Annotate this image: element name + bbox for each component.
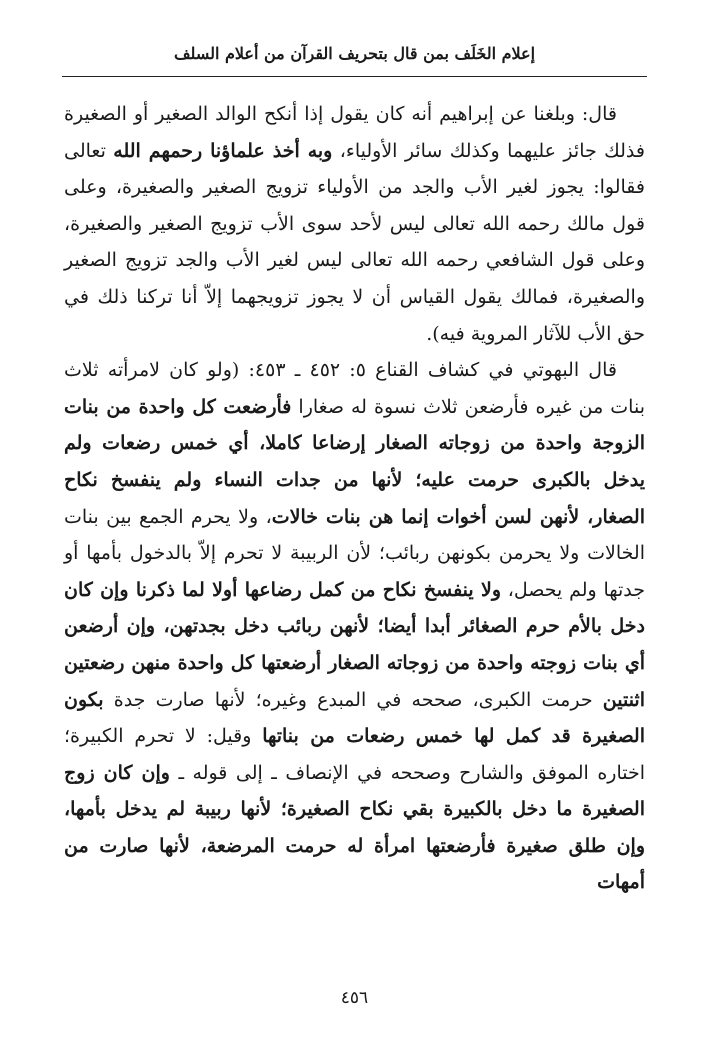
paragraph [64,96,645,352]
text-run: تعالى فقالوا: يجوز لغير الأب والجد من الأولياء تزويج الصغير والصغيرة، وعلى قول مالك رحمه الله تعالى ليس لأحد سوى الأب تزويج الصغير والصغيرة، وعلى قول الشافعي رحمه الله تعالى ليس لغير الأب والجد تزويج الصغير والصغيرة، فمالك يقول القياس أن لا يجوز تزويجهما إلاّ أنا تركنا ذلك في حق الأب للآثار المروية فيه). [64,139,645,345]
text-run: حرمت الكبرى، صححه في المبدع وغيره؛ لأنها صارت جدة [103,688,603,711]
bold-text-run: ولا ينفسخ نكاح من كمل رضاعها أولا لما ذكرنا وإن كان دخل بالأم حرم الصغائر أبدا أيضا؛ لأنهن ربائب دخل بجدتهن، وإن أرضعن أي بنات زوجته واحدة من زوجاته الصغار أرضعتها كل واحدة منهن رضعتين اثنتين [64,578,645,711]
bold-text-run: بكون الصغيرة قد كمل لها خمس رضعات من بناتها [64,688,645,748]
bold-text-run: وبه أخذ علماؤنا رحمهم الله [113,139,333,162]
body-text [64,96,645,901]
text-run: وقيل: لا تحرم الكبيرة؛ اختاره الموفق والشارح وصححه في الإنصاف ـ إلى قوله ـ [64,725,645,784]
bold-text-run: فأرضعت كل واحدة من بنات الزوجة واحدة من زوجاته الصغار إرضاعا كاملا، أي خمس رضعات ولم يدخل بالكبرى حرمت عليه؛ لأنها من جدات النساء ولم ينفسخ نكاح الصغار، لأنهن لسن أخوات إنما هن بنات خالات [64,395,645,528]
text-run: قال: وبلغنا عن إبراهيم أنه كان يقول إذا أنكح الوالد الصغير أو الصغيرة فذلك جائز عليهما وكذلك سائر الأولياء، [64,103,645,162]
text-run: ، ولا يحرم الجمع بين بنات الخالات ولا يحرمن بكونهن ربائب؛ لأن الربيبة لا تحرم إلاّ بالدخول بأمها أو جدتها ولم يحصل، [64,505,645,601]
running-header-title: إعلام الخَلَف بمن قال بتحريف القرآن من أعلام السلف [173,44,536,63]
text-run: قال البهوتي في كشاف القناع ٥: ٤٥٢ ـ ٤٥٣: (ولو كان لامرأته ثلاث بنات من غيره فأرضعن ثلاث نسوة له صغارا [64,359,645,418]
bold-text-run: وإن كان زوج الصغيرة ما دخل بالكبيرة بقي نكاح الصغيرة؛ لأنها ربيبة لم يدخل بأمها، وإن طلق صغيرة فأرضعتها امرأة له حرمت المرضعة، لأنها صارت من أمهات [64,761,645,894]
header-rule [62,76,647,77]
paragraph [64,352,645,901]
page-number: ٤٥٦ [340,988,369,1008]
